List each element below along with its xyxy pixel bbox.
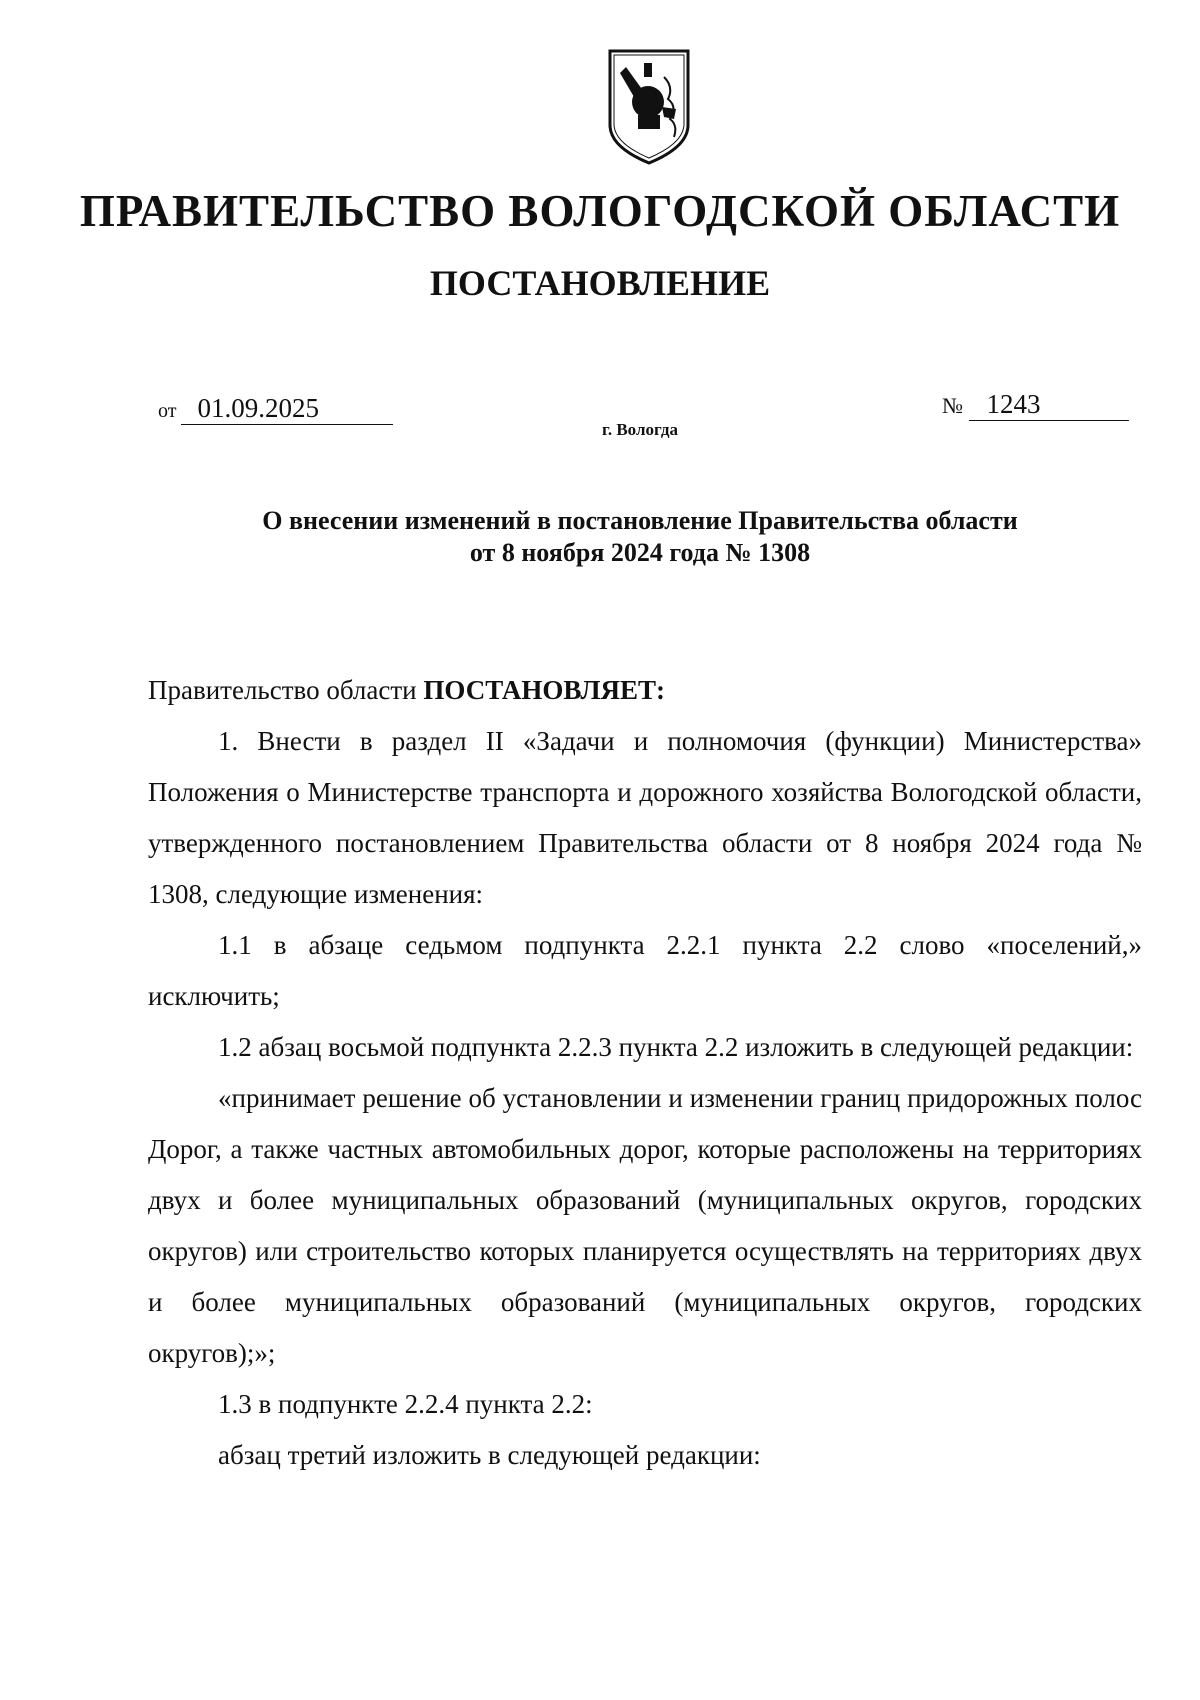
paragraph: 1.1 в абзаце седьмом подпункта 2.2.1 пункта 2.2 слово «поселений,» исключить;	[148, 930, 1142, 1011]
city: г. Вологда	[602, 420, 678, 439]
paragraph: абзац третий изложить в следующей редакции:	[218, 1440, 761, 1470]
paragraph: «принимает решение об установлении и изменении границ придорожных полос Дорог, а также частных автомобильных дорог, которые расположены на территориях двух и более муниципальных образований (муниципальных округов, городских округов) или строительство которых планируется осуществлять на территориях двух и более муниципальных образований (муниципальных округов, городских округов);»;	[148, 1083, 1142, 1368]
lead-paragraph	[148, 665, 1142, 716]
document-subject	[180, 505, 1100, 569]
paragraph: 1.3 в подпункте 2.2.4 пункта 2.2:	[218, 1389, 593, 1419]
paragraph: 1. Внести в раздел II «Задачи и полномочия (функции) Министерства» Положения о Министерстве транспорта и дорожного хозяйства Вологодской области, утвержденного постановлением Правительства области от 8 ноября 2024 года № 1308, следующие изменения:	[148, 726, 1142, 909]
lead-text: Правительство области	[148, 675, 424, 705]
subject-line: О внесении изменений в постановление Правительства области	[262, 506, 1018, 535]
number-prefix: №	[942, 393, 963, 418]
lead-keyword: ПОСТАНОВЛЯЕТ:	[423, 675, 665, 705]
paragraph: 1.2 абзац восьмой подпункта 2.2.3 пункта 2.2 изложить в следующей редакции:	[218, 1032, 1134, 1062]
document-body	[148, 665, 1142, 1481]
coat-of-arms-icon	[604, 47, 694, 167]
document-number	[942, 388, 1129, 421]
number-value: 1243	[969, 388, 1129, 421]
date-value: 01.09.2025	[181, 392, 393, 425]
subject-line: от 8 ноября 2024 года № 1308	[469, 538, 811, 567]
date-prefix: от	[158, 400, 177, 422]
organization-title: ПРАВИТЕЛЬСТВО ВОЛОГОДСКОЙ ОБЛАСТИ	[79, 186, 1121, 236]
document-type: ПОСТАНОВЛЕНИЕ	[429, 263, 771, 303]
